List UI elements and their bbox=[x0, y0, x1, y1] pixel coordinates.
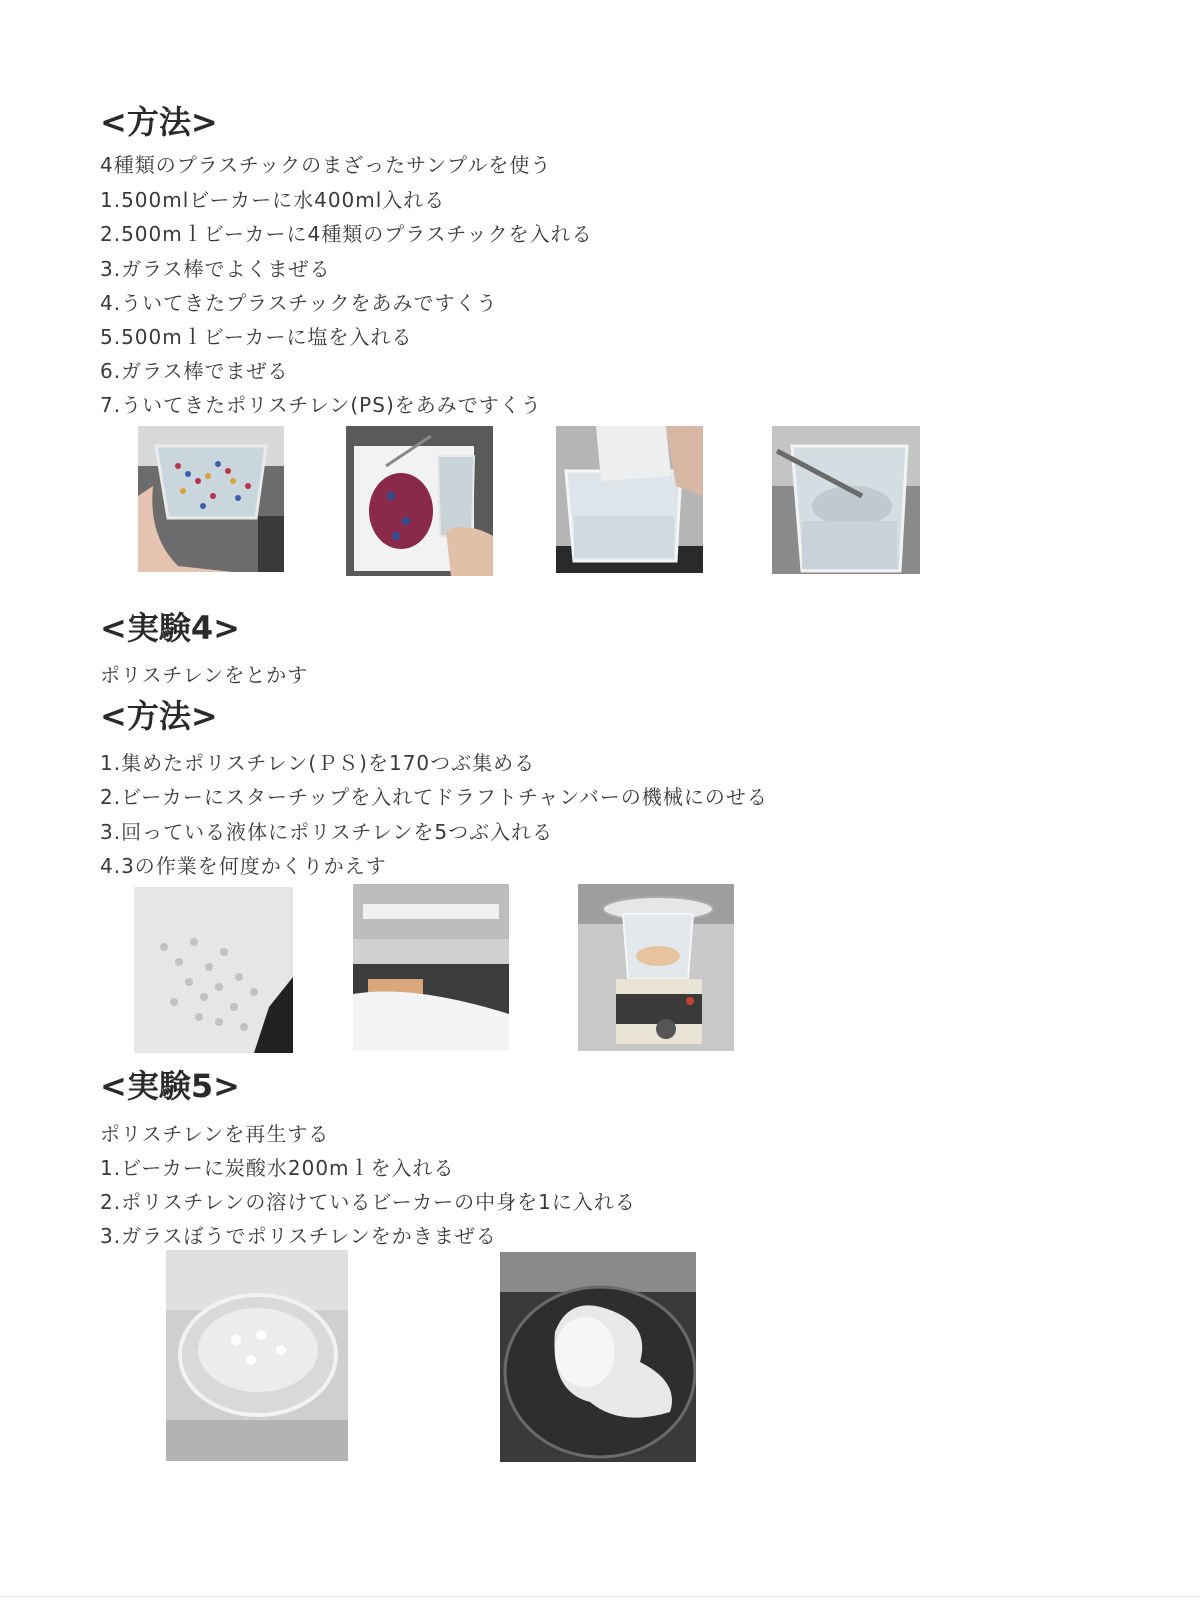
experiment-4-subtitle: ポリスチレンをとかす bbox=[100, 663, 309, 687]
method-heading-1: <方法> bbox=[100, 103, 218, 141]
polystyrene-beads-photo bbox=[134, 887, 293, 1053]
experiment-5-heading: <実験5> bbox=[100, 1067, 240, 1105]
regenerated-polystyrene-photo bbox=[500, 1252, 696, 1462]
carbonated-water-beaker-photo bbox=[166, 1250, 348, 1461]
beaker-with-water-photo bbox=[556, 426, 703, 573]
method-line: 4.3の作業を何度かくりかえす bbox=[100, 854, 387, 878]
experiment-5-line: 3.ガラスぼうでポリスチレンをかきまぜる bbox=[100, 1224, 497, 1248]
stirring-beaker-photo bbox=[772, 426, 920, 574]
experiment-4-heading: <実験4> bbox=[100, 609, 240, 647]
experiment-5-line: 2.ポリスチレンの溶けているビーカーの中身を1に入れる bbox=[100, 1190, 636, 1214]
method-line: 1.500mlビーカーに水400ml入れる bbox=[100, 188, 446, 212]
scooping-plastics-photo bbox=[346, 426, 493, 576]
method-line: 7.ういてきたポリスチレン(PS)をあみですくう bbox=[100, 393, 542, 417]
magnetic-stirrer-photo bbox=[578, 884, 734, 1051]
method-line: 6.ガラス棒でまぜる bbox=[100, 359, 289, 383]
method-line: 5.500mｌビーカーに塩を入れる bbox=[100, 325, 413, 349]
beaker-with-plastics-photo bbox=[138, 426, 284, 572]
method-line: 4種類のプラスチックのまざったサンプルを使う bbox=[100, 153, 552, 177]
method-line: 3.ガラス棒でよくまぜる bbox=[100, 257, 331, 281]
method-line: 1.集めたポリスチレン(ＰＳ)を170つぶ集める bbox=[100, 751, 536, 775]
page-bottom-edge bbox=[0, 1596, 1200, 1597]
method-line: 2.ビーカーにスターチップを入れてドラフトチャンバーの機械にのせる bbox=[100, 785, 768, 809]
experiment-5-line: ポリスチレンを再生する bbox=[100, 1122, 330, 1146]
method-line: 2.500mｌビーカーに4種類のプラスチックを入れる bbox=[100, 222, 593, 246]
method-line: 3.回っている液体にポリスチレンを5つぶ入れる bbox=[100, 820, 554, 844]
method-heading-2: <方法> bbox=[100, 697, 218, 735]
experiment-5-line: 1.ビーカーに炭酸水200mｌを入れる bbox=[100, 1156, 455, 1180]
draft-chamber-photo bbox=[353, 884, 509, 1051]
method-line: 4.ういてきたプラスチックをあみですくう bbox=[100, 291, 498, 315]
